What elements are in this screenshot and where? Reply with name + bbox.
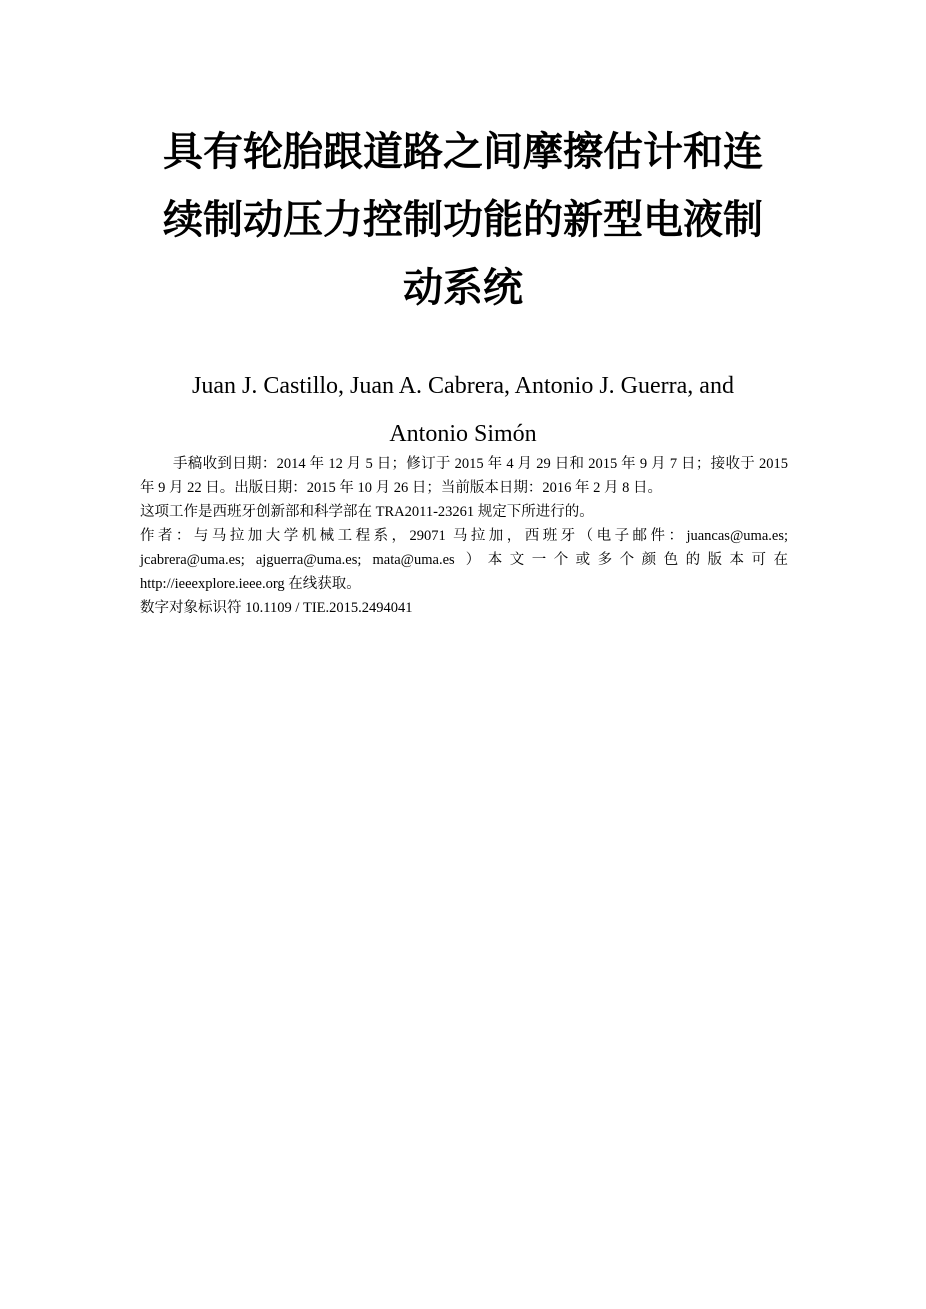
funding-note: 这项工作是西班牙创新部和科学部在 TRA2011-23261 规定下所进行的。 [140, 504, 594, 520]
author-line-2: Antonio Simón [389, 421, 537, 447]
title-line-2: 续制动压力控制功能的新型电液制 [163, 196, 763, 243]
doi-note: 数字对象标识符 10.1109 / TIE.2015.2494041 [140, 600, 413, 616]
author-list [140, 362, 786, 458]
title-line-3: 动系统 [403, 264, 523, 311]
author-line-1: Juan J. Castillo, Juan A. Cabrera, Antonio J. Guerra, and [192, 373, 734, 399]
title-line-1: 具有轮胎跟道路之间摩擦估计和连 [163, 128, 763, 175]
received-dates-note: 手稿收到日期：2014 年 12 月 5 日；修订于 2015 年 4 月 29 日和 2015 年 9 月 7 日；接收于 2015 年 9 月 22 日。出版日期：2015 年 10 月 26 日；当前版本日期：2016 年 2 月 8 日。 [140, 456, 788, 496]
paper-title [140, 118, 786, 322]
author-affiliation-note: 作者：与马拉加大学机械工程系，29071 马拉加，西班牙（电子邮件：juancas@uma.es; jcabrera@uma.es; ajguerra@uma.es; mata@uma.es ）本文一个或多个颜色的版本可在 http://ieeexplore.ieee.org 在线获取。 [140, 528, 788, 592]
